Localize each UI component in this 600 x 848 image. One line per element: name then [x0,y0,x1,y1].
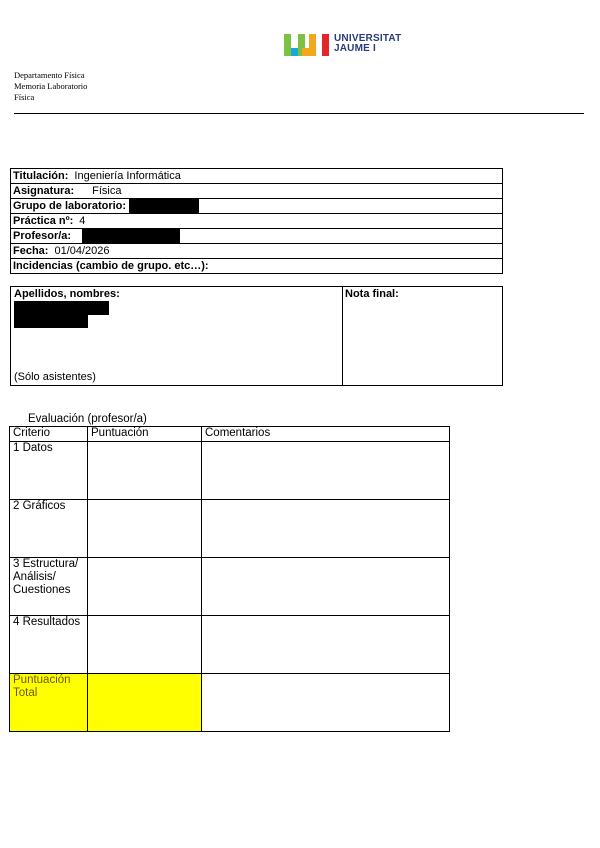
department-header [14,70,87,103]
comentarios-cell [202,616,450,674]
comentarios-cell [202,500,450,558]
practica-value: 4 [79,215,86,227]
nota-label: Nota final: [345,288,399,300]
grupo-label: Grupo de laboratorio: [13,200,127,212]
table-row [10,616,450,674]
fecha-value: 01/04/2026 [54,245,110,257]
profesor-row [11,229,502,244]
header-criterio: Criterio [10,427,88,442]
student-box [10,286,503,386]
comentarios-cell [202,442,450,500]
table-row [10,558,450,616]
puntuacion-cell [88,442,202,500]
uji-logo-icon [284,34,332,56]
total-score-cell [88,674,202,732]
asignatura-label: Asignatura: [13,185,75,197]
evaluation-title: Evaluación (profesor/a) [28,413,147,425]
criterio-cell: 1 Datos [10,442,88,500]
puntuacion-cell [88,616,202,674]
redacted-block [129,199,199,213]
attendees-note: (Sólo asistentes) [14,371,96,383]
incidencias-label: Incidencias (cambio de grupo. etc…): [13,260,209,272]
university-logo [284,34,414,58]
criterio-cell: 3 Estructura/ Análisis/ Cuestiones [10,558,88,616]
criterio-cell: 2 Gráficos [10,500,88,558]
criterio-cell: 4 Resultados [10,616,88,674]
header-line-2: Memoria Laboratorio [14,81,88,91]
practica-row [11,214,502,229]
practica-label: Práctica nº: [13,215,74,227]
logo-text: UNIVERSITAT JAUME I [334,33,402,54]
header-divider [14,113,584,114]
puntuacion-cell [88,500,202,558]
profesor-label: Profesor/a: [13,230,72,242]
fecha-label: Fecha: [13,245,49,257]
titulacion-row [11,169,502,184]
header-puntuacion: Puntuación [88,427,202,442]
total-label: Puntuación Total [10,674,88,732]
total-row [10,674,450,732]
grupo-row [11,199,502,214]
header-line-1: Departamento Física [14,70,85,80]
asignatura-row [11,184,502,199]
info-table [10,168,503,274]
table-header-row [10,427,450,442]
table-row [10,500,450,558]
titulacion-value: Ingeniería Informática [74,170,181,182]
puntuacion-cell [88,558,202,616]
header-line-3: Física [14,92,35,102]
total-comment-cell [202,674,450,732]
redacted-block [14,315,88,328]
evaluation-table [9,426,450,732]
table-row [10,442,450,500]
redacted-block [82,229,180,243]
names-label: Apellidos, nombres: [14,288,120,300]
asignatura-value: Física [92,185,122,197]
redacted-block [14,301,109,315]
comentarios-cell [202,558,450,616]
titulacion-label: Titulación: [13,170,69,182]
header-comentarios: Comentarios [202,427,450,442]
incidencias-row [11,259,502,273]
fecha-row [11,244,502,259]
